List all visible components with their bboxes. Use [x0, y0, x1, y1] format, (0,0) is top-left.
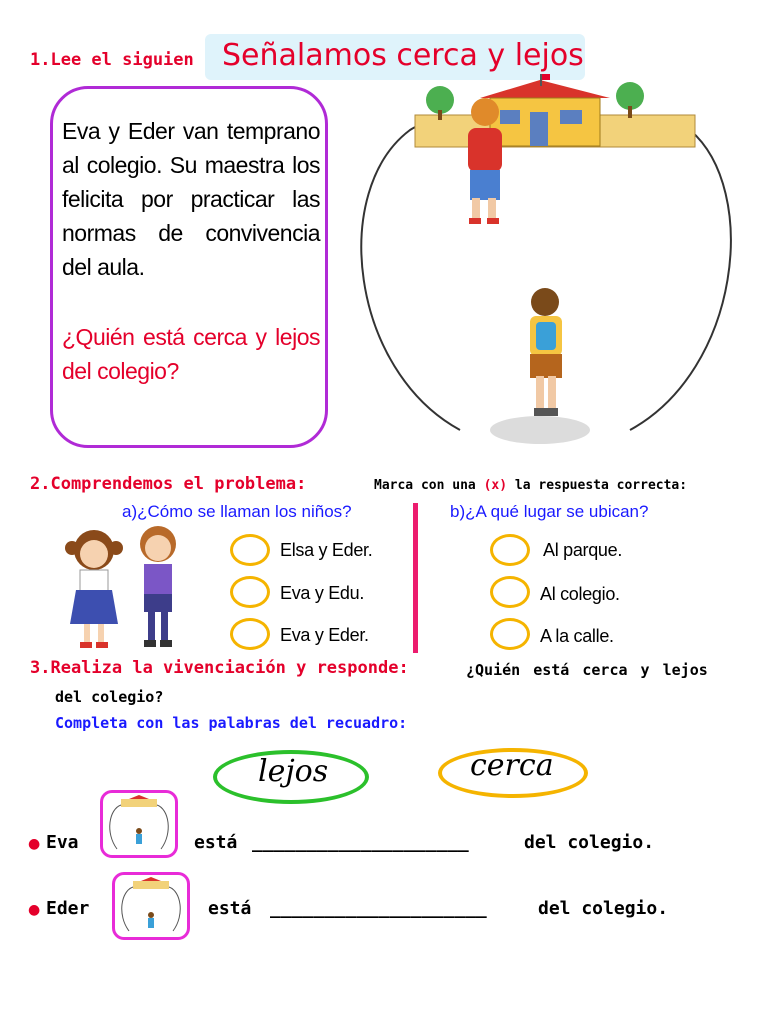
option-a1-label: Elsa y Eder. [280, 540, 373, 560]
question-3-label: 3.Realiza la vivenciación y responde: [30, 658, 409, 678]
school-roof [480, 80, 610, 98]
boy-figure [531, 288, 559, 316]
instruction-x-mark: (x) [483, 478, 508, 493]
children-illustration [52, 522, 194, 654]
option-a1-checkbox[interactable] [230, 534, 270, 566]
line2-mini-scene [112, 872, 190, 940]
mini-school-icon [115, 875, 187, 937]
question-1-label: 1.Lee el siguien [30, 50, 194, 70]
line2-name: Eder [46, 898, 90, 919]
column-divider [413, 503, 418, 653]
line2-blank[interactable]: ____________________ [270, 898, 487, 919]
option-a3-label: Eva y Eder. [280, 625, 369, 645]
story-question: ¿Quién está cerca y lejos del colegio? [62, 324, 320, 384]
option-b2-label: Al colegio. [540, 584, 620, 604]
line2-end: del colegio. [538, 898, 669, 919]
bullet-icon: ● [28, 836, 41, 852]
question-a-label: a)¿Cómo se llaman los niños? [122, 502, 352, 521]
girl-figure [471, 98, 499, 126]
question-b-label: b)¿A qué lugar se ubican? [450, 502, 649, 521]
word-cerca: cerca [470, 748, 554, 783]
bullet-icon: ● [28, 902, 41, 918]
line1-end: del colegio. [524, 832, 655, 853]
line1-name: Eva [46, 832, 79, 853]
page-title: Señalamos cerca y lejos [222, 38, 584, 73]
question-3-text-line2: del colegio? [55, 688, 164, 706]
option-b1-label: Al parque. [543, 540, 623, 560]
option-b3-checkbox[interactable] [490, 618, 530, 650]
option-b3-label: A la calle. [540, 626, 614, 646]
option-a2-label: Eva y Edu. [280, 583, 365, 603]
option-a3-checkbox[interactable] [230, 618, 270, 650]
line1-verb: está [194, 832, 238, 853]
instruction-text-end: la respuesta correcta: [507, 478, 688, 493]
instruction-text: Marca con una [374, 478, 484, 493]
mini-school-icon [103, 793, 175, 855]
question-2-label: 2.Comprendemos el problema: [30, 474, 307, 494]
school-scene-illustration [340, 70, 760, 460]
option-b1-checkbox[interactable] [490, 534, 530, 566]
line2-verb: está [208, 898, 252, 919]
question-2-instruction [374, 478, 687, 493]
option-a2-checkbox[interactable] [230, 576, 270, 608]
option-b2-checkbox[interactable] [490, 576, 530, 608]
line1-mini-scene [100, 790, 178, 858]
question-3-subinstruction: Completa con las palabras del recuadro: [55, 714, 408, 732]
question-3-text: ¿Quién está cerca y lejos [466, 661, 708, 679]
story-text: Eva y Eder van temprano al colegio. Su maestra los felicita por practicar las normas de convivencia del aula. [62, 118, 320, 280]
line1-blank[interactable]: ____________________ [252, 832, 469, 853]
word-lejos: lejos [258, 754, 329, 789]
